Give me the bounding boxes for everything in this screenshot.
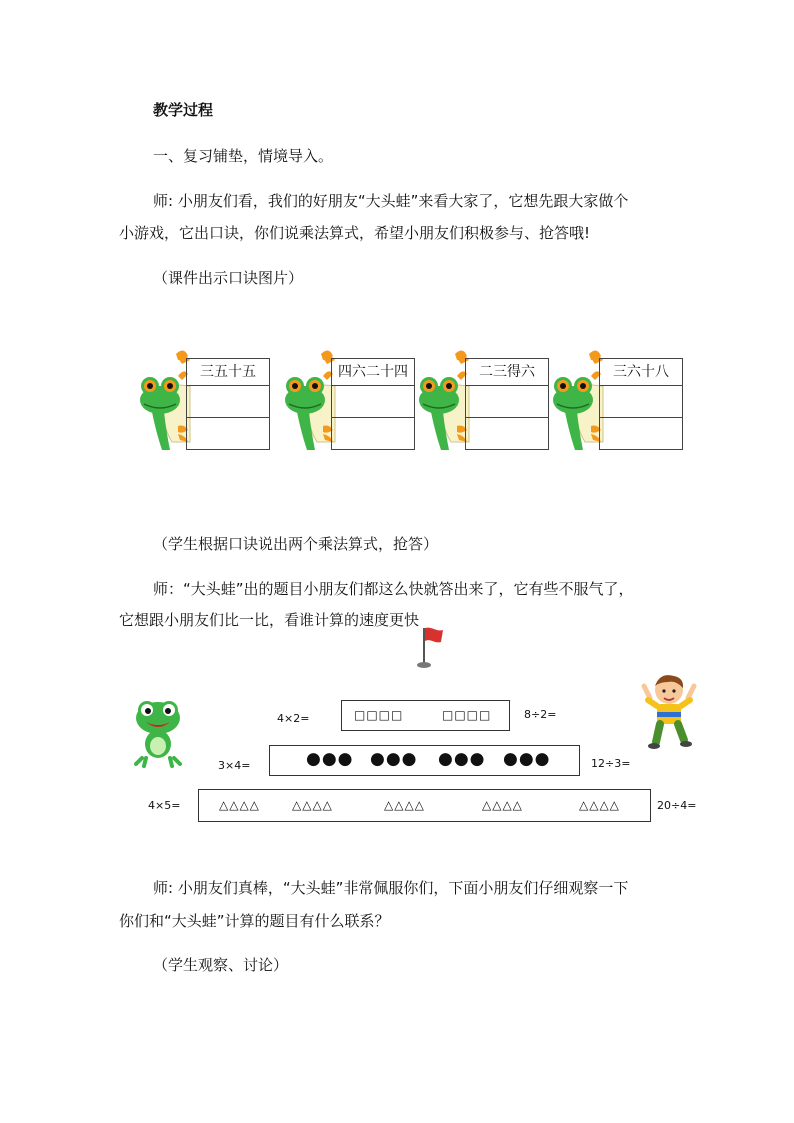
card-grid bbox=[465, 358, 549, 450]
paragraph-2-line-1: 师：“大头蛙”出的题目小朋友们都这么快就答出来了，它有些不服气了， bbox=[153, 580, 634, 598]
triangle-group: △△△△ bbox=[384, 798, 425, 812]
page-title: 教学过程 bbox=[153, 101, 214, 119]
frog-card bbox=[551, 346, 691, 458]
paragraph-2-line-2: 它想跟小朋友们比一比，看谁计算的速度更快 bbox=[119, 611, 420, 629]
dot-group: ●●● bbox=[503, 749, 551, 769]
calc-left-label: 4×5= bbox=[148, 799, 181, 812]
note-courseware: （课件出示口诀图片） bbox=[153, 269, 304, 287]
paragraph-1-line-1: 师: 小朋友们看，我们的好朋友“大头蛙”来看大家了，它想先跟大家做个 bbox=[153, 192, 629, 210]
note-students-answer: （学生根据口诀说出两个乘法算式，抢答） bbox=[153, 535, 439, 553]
triangle-group: △△△△ bbox=[219, 798, 260, 812]
paragraph-3-line-1: 师: 小朋友们真棒，“大头蛙”非常佩服你们，下面小朋友们仔细观察一下 bbox=[153, 879, 629, 897]
calc-right-label: 8÷2= bbox=[524, 708, 557, 721]
card-grid bbox=[331, 358, 415, 450]
dot-group: ●●● bbox=[306, 749, 354, 769]
card-label: 二三得六 bbox=[479, 364, 535, 380]
boy-icon bbox=[640, 672, 698, 752]
calc-right-label: 12÷3= bbox=[591, 757, 631, 770]
paragraph-1-line-2: 小游戏，它出口诀，你们说乘法算式，希望小朋友们积极参与、抢答哦! bbox=[119, 224, 591, 242]
paragraph-3-line-2: 你们和“大头蛙”计算的题目有什么联系？ bbox=[119, 912, 390, 930]
card-label: 三五十五 bbox=[200, 364, 256, 380]
calc-box bbox=[269, 745, 580, 776]
frog-card bbox=[283, 346, 423, 458]
card-grid bbox=[186, 358, 270, 450]
note-observe-discuss: （学生观察、讨论） bbox=[153, 956, 289, 974]
calc-box bbox=[198, 789, 651, 822]
triangle-group: △△△△ bbox=[292, 798, 333, 812]
square-group: □□□□ bbox=[354, 708, 404, 722]
section-heading: 一、复习铺垫，情境导入。 bbox=[153, 147, 334, 165]
frog-card bbox=[417, 346, 557, 458]
calc-box bbox=[341, 700, 510, 731]
triangle-group: △△△△ bbox=[579, 798, 620, 812]
calc-left-label: 4×2= bbox=[277, 712, 310, 725]
dot-group: ●●● bbox=[438, 749, 486, 769]
dot-group: ●●● bbox=[370, 749, 418, 769]
triangle-group: △△△△ bbox=[482, 798, 523, 812]
frog-card bbox=[138, 346, 278, 458]
square-group: □□□□ bbox=[442, 708, 492, 722]
calc-left-label: 3×4= bbox=[218, 759, 251, 772]
card-label: 四六二十四 bbox=[338, 364, 408, 380]
card-label: 三六十八 bbox=[613, 364, 669, 380]
calc-right-label: 20÷4= bbox=[657, 799, 697, 812]
flag-icon bbox=[414, 624, 444, 670]
card-grid bbox=[599, 358, 683, 450]
frog-icon bbox=[132, 698, 184, 768]
